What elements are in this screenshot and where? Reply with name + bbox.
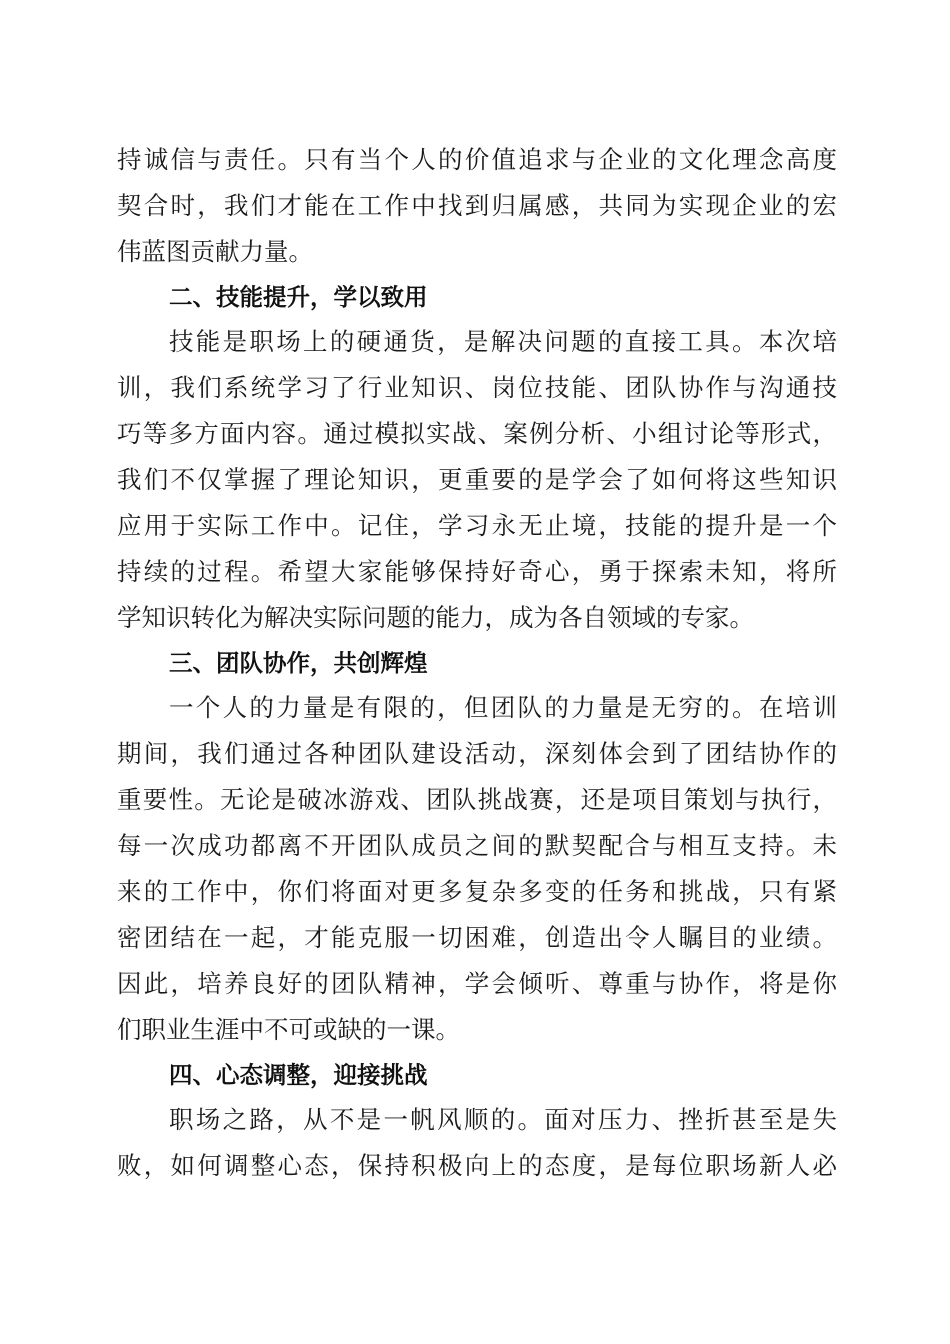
teamwork-line-5: 来的工作中，你们将面对更多复杂多变的任务和挑战，只有紧 xyxy=(117,877,837,906)
skills-line-6: 持续的过程。希望大家能够保持好奇心，勇于探索未知，将所 xyxy=(117,557,837,586)
section-heading-teamwork: 三、团队协作，共创辉煌 xyxy=(169,649,428,677)
intro-line-1: 持诚信与责任。只有当个人的价值追求与企业的文化理念高度 xyxy=(117,145,837,174)
teamwork-line-4: 每一次成功都离不开团队成员之间的默契配合与相互支持。未 xyxy=(117,831,837,860)
mindset-line-2: 败，如何调整心态，保持积极向上的态度，是每位职场新人必 xyxy=(117,1151,837,1180)
teamwork-line-3: 重要性。无论是破冰游戏、团队挑战赛，还是项目策划与执行， xyxy=(117,785,837,814)
intro-line-2: 契合时，我们才能在工作中找到归属感，共同为实现企业的宏 xyxy=(117,191,837,220)
skills-line-4: 我们不仅掌握了理论知识，更重要的是学会了如何将这些知识 xyxy=(117,465,837,494)
skills-line-7: 学知识转化为解决实际问题的能力，成为各自领域的专家。 xyxy=(117,603,754,632)
skills-line-3: 巧等多方面内容。通过模拟实战、案例分析、小组讨论等形式， xyxy=(117,419,837,448)
teamwork-line-7: 因此，培养良好的团队精神，学会倾听、尊重与协作，将是你 xyxy=(117,969,837,998)
skills-line-2: 训，我们系统学习了行业知识、岗位技能、团队协作与沟通技 xyxy=(117,373,837,402)
teamwork-line-6: 密团结在一起，才能克服一切困难，创造出令人瞩目的业绩。 xyxy=(117,923,837,952)
mindset-line-1: 职场之路，从不是一帆风顺的。面对压力、挫折甚至是失 xyxy=(169,1105,837,1134)
section-heading-skills: 二、技能提升，学以致用 xyxy=(169,283,428,311)
teamwork-line-8: 们职业生涯中不可或缺的一课。 xyxy=(117,1015,460,1044)
teamwork-line-2: 期间，我们通过各种团队建设活动，深刻体会到了团结协作的 xyxy=(117,739,837,768)
intro-line-3: 伟蓝图贡献力量。 xyxy=(117,237,313,266)
teamwork-line-1: 一个人的力量是有限的，但团队的力量是无穷的。在培训 xyxy=(169,693,837,722)
section-heading-mindset: 四、心态调整，迎接挑战 xyxy=(169,1061,428,1089)
skills-line-5: 应用于实际工作中。记住，学习永无止境，技能的提升是一个 xyxy=(117,511,837,540)
skills-line-1: 技能是职场上的硬通货，是解决问题的直接工具。本次培 xyxy=(169,327,837,356)
